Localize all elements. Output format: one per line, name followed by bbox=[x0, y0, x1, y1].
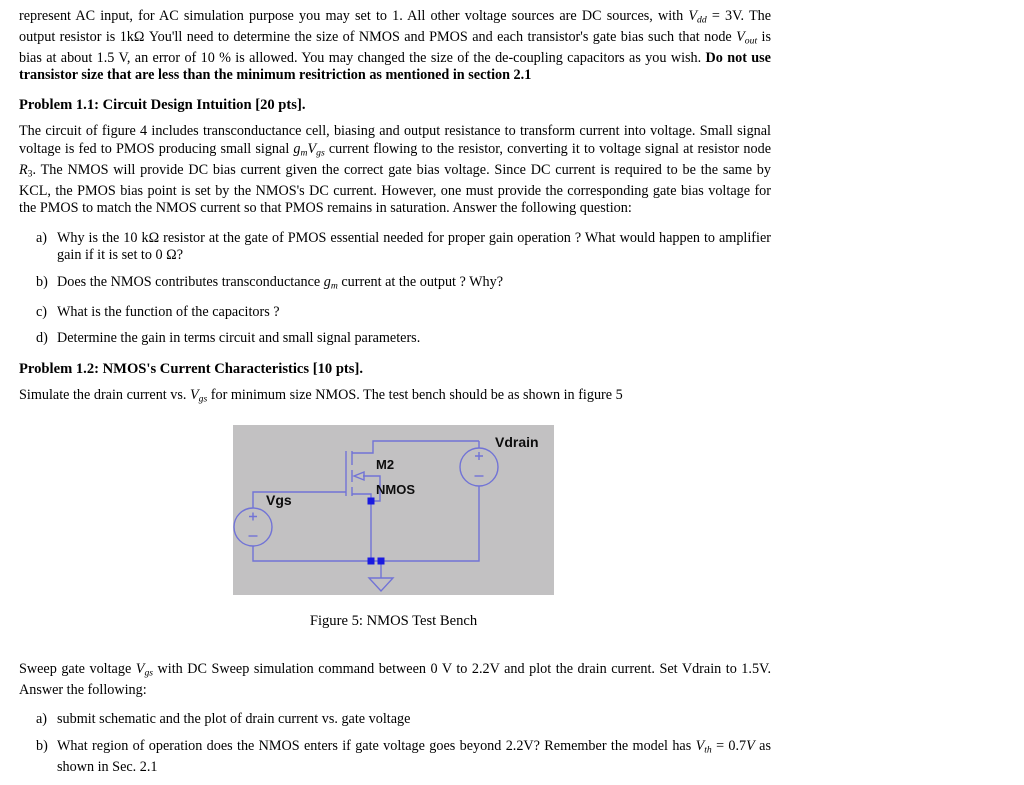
question-label-a: a) bbox=[36, 229, 48, 246]
heading-problem-1-1: Problem 1.1: Circuit Design Intuition [20 pts]. bbox=[19, 96, 306, 113]
question-label-b: b) bbox=[36, 273, 48, 290]
label-transistor-type: NMOS bbox=[376, 481, 415, 497]
text-column bbox=[19, 8, 771, 776]
question-label-d: d) bbox=[36, 330, 48, 347]
question-item-d bbox=[19, 330, 771, 348]
question-list-problem-1-1 bbox=[19, 230, 771, 348]
figure-5 bbox=[233, 425, 554, 630]
node-rail-left bbox=[368, 557, 375, 564]
node-rail-right bbox=[378, 557, 385, 564]
question-text-d: Determine the gain in terms circuit and small signal parameters. bbox=[57, 330, 421, 347]
question-item-2b bbox=[19, 738, 771, 776]
question-label-c: c) bbox=[36, 303, 48, 320]
node-source-bulk bbox=[368, 497, 375, 504]
question-list-problem-1-2 bbox=[19, 711, 771, 776]
question-item-b bbox=[19, 274, 771, 295]
question-text-2a: submit schematic and the plot of drain current vs. gate voltage bbox=[57, 711, 411, 728]
question-item-a bbox=[19, 230, 771, 265]
schematic-background bbox=[233, 425, 554, 595]
question-text-c: What is the function of the capacitors ? bbox=[57, 303, 280, 320]
paragraph-sweep-instructions: Sweep gate voltage Vgs with DC Sweep simulation command between 0 V to 2.2V and plot the drain current. Set Vdrain to 1.5V. Answer the following: bbox=[19, 660, 772, 698]
paragraph-problem-1-2: Simulate the drain current vs. Vgs for minimum size NMOS. The test bench should be as shown in figure 5 bbox=[19, 387, 623, 405]
paragraph-problem-1-1: The circuit of figure 4 includes transconductance cell, biasing and output resistance to transform current into voltage. Small signal voltage is fed to PMOS producing small signal gmVgs current flowing to the resistor, converting it to voltage signal at resistor node R3. The NMOS will provide DC bias current given the correct gate bias voltage. Since DC current is required to be the same by KCL, the PMOS bias point is set by the NMOS's DC current. However, one must provide the corresponding gate bias voltage for the PMOS to match the NMOS current so that PMOS remains in saturation. Answer the following question: bbox=[19, 123, 771, 217]
label-transistor-name: M2 bbox=[376, 456, 395, 472]
question-item-2a bbox=[19, 711, 771, 729]
question-label-2b: b) bbox=[36, 737, 48, 754]
nmos-test-bench-schematic bbox=[233, 425, 554, 595]
figure-caption: Figure 5: NMOS Test Bench bbox=[309, 612, 478, 629]
question-label-2a: a) bbox=[36, 711, 48, 728]
paragraph-intro: represent AC input, for AC simulation purpose you may set to 1. All other voltage sources are DC sources, with Vdd = 3V. The output resistor is 1kΩ You'll need to determine the size of NMOS and PMOS and each transistor's gate bias such that node Vout is bias at about 1.5 V, an error of 10 % is allowed. You may changed the size of the de-coupling capacitors as you wish. Do not use transistor size that are less than the minimum resitriction as mentioned in section 2.1 bbox=[19, 8, 772, 84]
label-vgs: Vgs bbox=[266, 491, 292, 508]
question-item-c bbox=[19, 304, 771, 322]
question-text-b: Does the NMOS contributes transconductance gm current at the output ? Why? bbox=[57, 273, 504, 292]
question-text-2b: What region of operation does the NMOS enters if gate voltage goes beyond 2.2V? Remember the model has Vth = 0.7V as shown in Sec. 2.1 bbox=[57, 737, 771, 775]
heading-problem-1-2: Problem 1.2: NMOS's Current Characteristics [10 pts]. bbox=[19, 360, 363, 377]
question-text-a: Why is the 10 kΩ resistor at the gate of PMOS essential needed for proper gain operation ? What would happen to amplifier gain if it is set to 0 Ω? bbox=[57, 229, 771, 264]
label-vdrain: Vdrain bbox=[495, 433, 539, 450]
